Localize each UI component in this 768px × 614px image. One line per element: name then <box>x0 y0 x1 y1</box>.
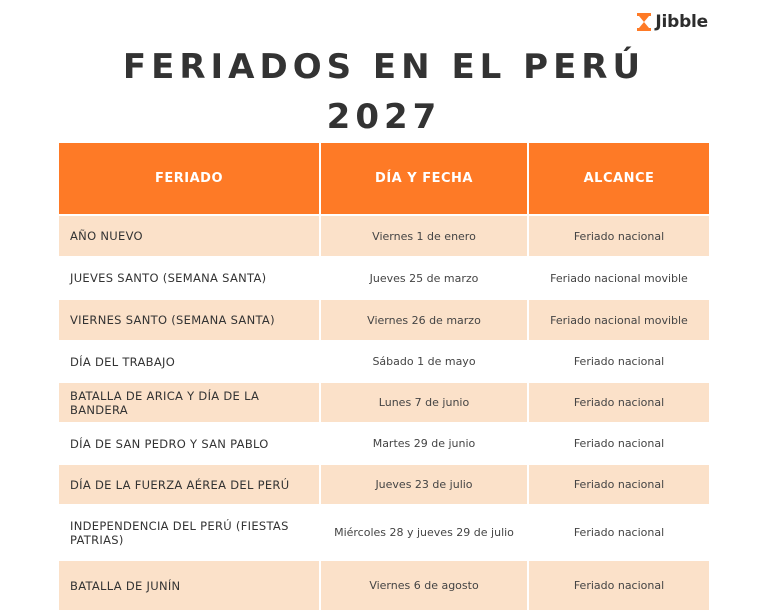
holiday-name: JUEVES SANTO (SEMANA SANTA) <box>59 257 320 299</box>
holiday-scope: Feriado nacional <box>528 382 709 423</box>
holiday-scope: Feriado nacional <box>528 341 709 382</box>
holiday-name: AÑO NUEVO <box>59 215 320 257</box>
title-line-2: 2027 <box>326 97 442 137</box>
table-row <box>59 560 709 610</box>
holiday-date: Viernes 26 de marzo <box>320 299 528 341</box>
holiday-date: Lunes 7 de junio <box>320 382 528 423</box>
table-row <box>59 257 709 299</box>
holidays-table <box>59 143 709 610</box>
holiday-name: DÍA DEL TRABAJO <box>59 341 320 382</box>
table-row <box>59 423 709 464</box>
table-header-row <box>59 143 709 215</box>
holiday-date: Sábado 1 de mayo <box>320 341 528 382</box>
holiday-scope: Feriado nacional <box>528 215 709 257</box>
holiday-date: Martes 29 de junio <box>320 423 528 464</box>
header-scope: ALCANCE <box>528 143 709 215</box>
holiday-scope: Feriado nacional <box>528 423 709 464</box>
holiday-scope: Feriado nacional movible <box>528 257 709 299</box>
header-date: DÍA Y FECHA <box>320 143 528 215</box>
jibble-logo <box>637 12 708 32</box>
table-row <box>59 215 709 257</box>
title-line-1: FERIADOS EN EL PERÚ <box>122 47 646 87</box>
brand-name: Jibble <box>655 12 708 32</box>
holiday-name: INDEPENDENCIA DEL PERÚ (FIESTAS PATRIAS) <box>59 505 320 560</box>
holiday-date: Viernes 6 de agosto <box>320 560 528 610</box>
holiday-name: VIERNES SANTO (SEMANA SANTA) <box>59 299 320 341</box>
holiday-scope: Feriado nacional <box>528 464 709 505</box>
holiday-scope: Feriado nacional <box>528 560 709 610</box>
table-row <box>59 464 709 505</box>
holiday-name: BATALLA DE ARICA Y DÍA DE LA BANDERA <box>59 382 320 423</box>
holiday-scope: Feriado nacional <box>528 505 709 560</box>
table-row <box>59 505 709 560</box>
holiday-date: Jueves 25 de marzo <box>320 257 528 299</box>
holiday-name: DÍA DE SAN PEDRO Y SAN PABLO <box>59 423 320 464</box>
holiday-name: DÍA DE LA FUERZA AÉREA DEL PERÚ <box>59 464 320 505</box>
table-row <box>59 341 709 382</box>
holiday-scope: Feriado nacional movible <box>528 299 709 341</box>
table-row <box>59 382 709 423</box>
holiday-date: Viernes 1 de enero <box>320 215 528 257</box>
page-title <box>0 42 768 142</box>
header-holiday: FERIADO <box>59 143 320 215</box>
holiday-date: Miércoles 28 y jueves 29 de julio <box>320 505 528 560</box>
hourglass-icon <box>637 13 651 31</box>
holiday-name: BATALLA DE JUNÍN <box>59 560 320 610</box>
table-row <box>59 299 709 341</box>
holiday-date: Jueves 23 de julio <box>320 464 528 505</box>
